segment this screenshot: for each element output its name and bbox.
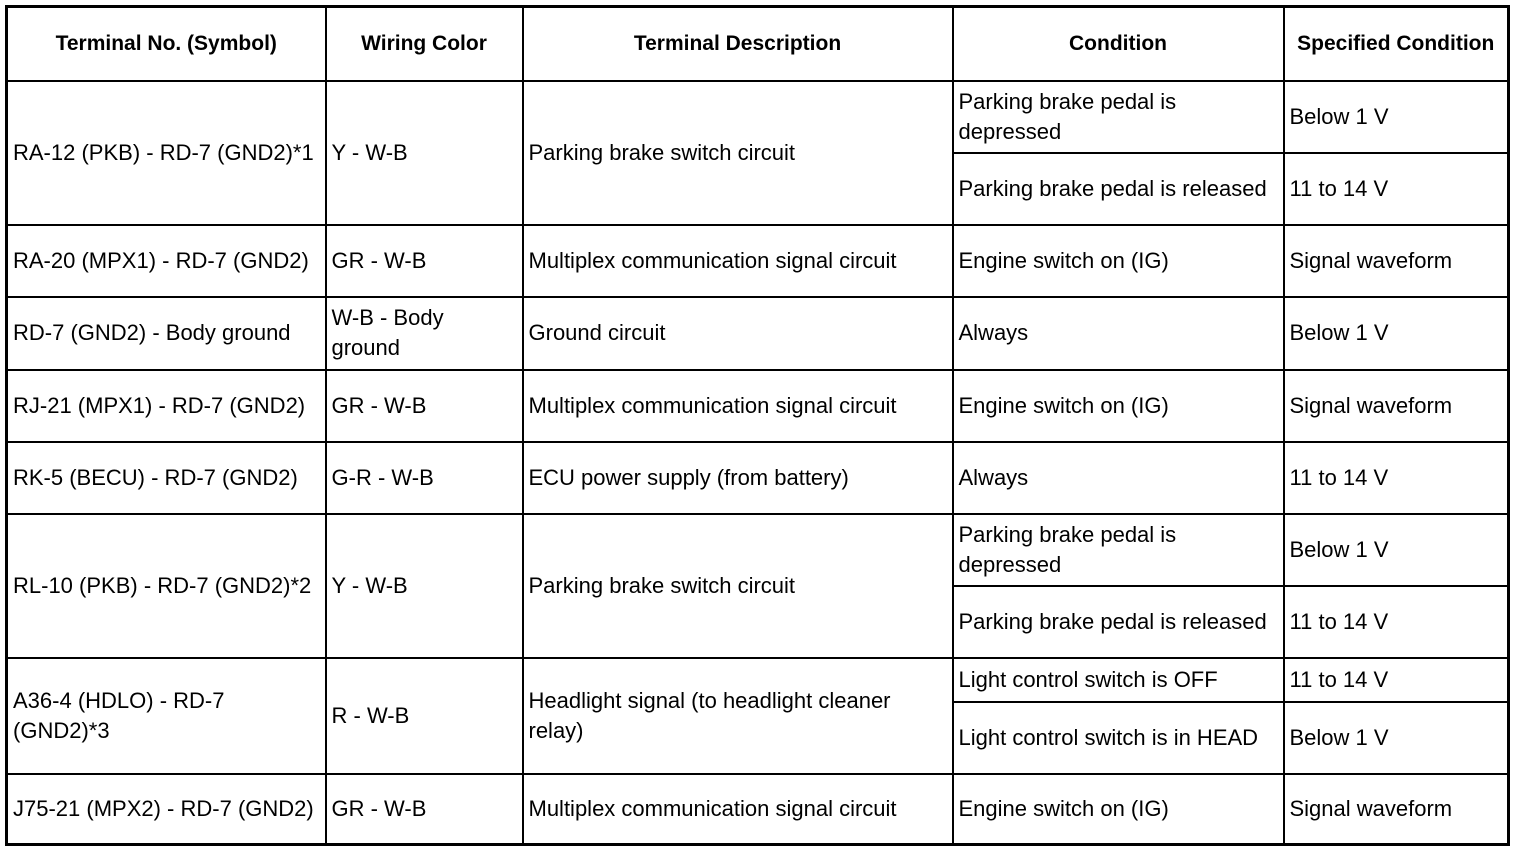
description-cell: Parking brake switch circuit [523, 81, 953, 225]
table-row [7, 225, 1509, 297]
condition-cell: Always [953, 442, 1284, 514]
table-row [7, 514, 1509, 586]
description-cell: ECU power supply (from battery) [523, 442, 953, 514]
spec-cell: 11 to 14 V [1284, 442, 1509, 514]
description-cell: Multiplex communication signal circuit [523, 225, 953, 297]
header-wiring-color: Wiring Color [326, 7, 523, 81]
spec-cell: Below 1 V [1284, 514, 1509, 586]
description-cell: Parking brake switch circuit [523, 514, 953, 658]
wiring-color-cell: GR - W-B [326, 774, 523, 845]
header-terminal-description: Terminal Description [523, 7, 953, 81]
condition-cell: Always [953, 297, 1284, 370]
spec-cell: 11 to 14 V [1284, 153, 1509, 225]
condition-cell: Engine switch on (IG) [953, 225, 1284, 297]
condition-cell: Parking brake pedal is released [953, 586, 1284, 658]
wiring-color-cell: Y - W-B [326, 81, 523, 225]
spec-cell: Signal waveform [1284, 370, 1509, 442]
spec-cell: 11 to 14 V [1284, 658, 1509, 702]
description-cell: Multiplex communication signal circuit [523, 774, 953, 845]
condition-cell: Parking brake pedal is released [953, 153, 1284, 225]
wiring-color-cell: G-R - W-B [326, 442, 523, 514]
terminal-spec-table [5, 5, 1510, 846]
wiring-color-cell: Y - W-B [326, 514, 523, 658]
header-condition: Condition [953, 7, 1284, 81]
condition-cell: Engine switch on (IG) [953, 774, 1284, 845]
terminal-cell: J75-21 (MPX2) - RD-7 (GND2) [7, 774, 326, 845]
description-cell: Ground circuit [523, 297, 953, 370]
terminal-cell: RJ-21 (MPX1) - RD-7 (GND2) [7, 370, 326, 442]
terminal-cell: RA-20 (MPX1) - RD-7 (GND2) [7, 225, 326, 297]
header-row [7, 7, 1509, 81]
table-row [7, 297, 1509, 370]
wiring-color-cell: R - W-B [326, 658, 523, 774]
table-row [7, 81, 1509, 153]
header-specified-condition: Specified Condition [1284, 7, 1509, 81]
description-cell: Headlight signal (to headlight cleaner relay) [523, 658, 953, 774]
spec-cell: 11 to 14 V [1284, 586, 1509, 658]
spec-cell: Below 1 V [1284, 702, 1509, 774]
condition-cell: Engine switch on (IG) [953, 370, 1284, 442]
terminal-cell: RD-7 (GND2) - Body ground [7, 297, 326, 370]
wiring-color-cell: GR - W-B [326, 370, 523, 442]
condition-cell: Light control switch is in HEAD [953, 702, 1284, 774]
terminal-cell: A36-4 (HDLO) - RD-7 (GND2)*3 [7, 658, 326, 774]
wiring-color-cell: W-B - Body ground [326, 297, 523, 370]
wiring-color-cell: GR - W-B [326, 225, 523, 297]
condition-cell: Light control switch is OFF [953, 658, 1284, 702]
condition-cell: Parking brake pedal is depressed [953, 514, 1284, 586]
header-terminal: Terminal No. (Symbol) [7, 7, 326, 81]
table-row [7, 774, 1509, 845]
table-row [7, 658, 1509, 702]
terminal-cell: RL-10 (PKB) - RD-7 (GND2)*2 [7, 514, 326, 658]
condition-cell: Parking brake pedal is depressed [953, 81, 1284, 153]
description-cell: Multiplex communication signal circuit [523, 370, 953, 442]
terminal-cell: RK-5 (BECU) - RD-7 (GND2) [7, 442, 326, 514]
spec-cell: Signal waveform [1284, 225, 1509, 297]
spec-cell: Signal waveform [1284, 774, 1509, 845]
terminal-cell: RA-12 (PKB) - RD-7 (GND2)*1 [7, 81, 326, 225]
spec-cell: Below 1 V [1284, 297, 1509, 370]
table-row [7, 370, 1509, 442]
spec-cell: Below 1 V [1284, 81, 1509, 153]
table-row [7, 442, 1509, 514]
